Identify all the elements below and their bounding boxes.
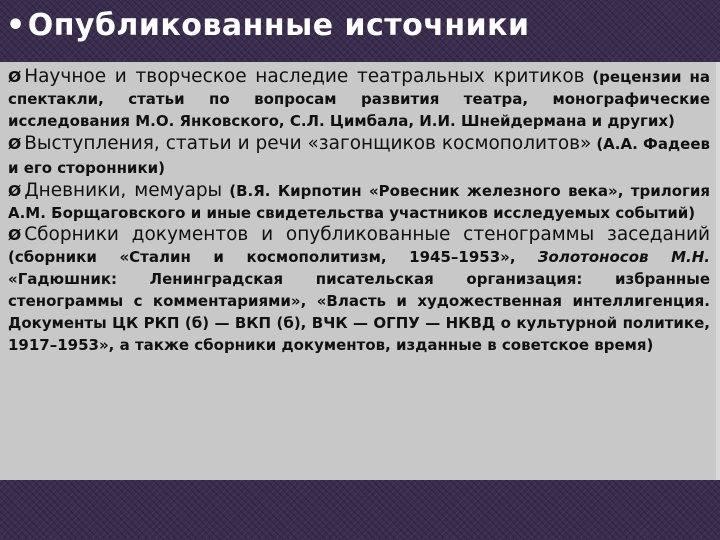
item-detail: (сборники «Сталин и космополитизм, 1945–1953»,	[8, 248, 516, 266]
arrow-bullet-icon: Ø	[8, 135, 22, 153]
item-head: Выступления, статьи и речи «загонщиков космополитов»	[24, 133, 592, 154]
title-text: Опубликованные источники	[27, 8, 530, 43]
list-item	[8, 66, 710, 132]
item-head: Сборники документов и опубликованные стенограммы заседаний	[24, 224, 710, 245]
list-item	[8, 132, 710, 180]
item-detail: (А.А. Фадеев и его сторонники)	[8, 135, 710, 177]
item-detail-author: Золотоносов М.Н.	[537, 248, 710, 266]
arrow-bullet-icon: Ø	[8, 182, 22, 200]
content-panel	[0, 62, 720, 480]
item-detail: (рецензии на спектакли, статьи по вопросам развития театра, монографические исследования М.О. Янковского, С.Л. Цимбала, И.И. Шнейдермана и других)	[8, 68, 710, 130]
item-head: Дневники, мемуары	[24, 180, 223, 201]
item-detail: «Гадюшник: Ленинградская писательская организация: избранные стенограммы с комментариями», «Власть и художественная интеллигенция. Документы ЦК РКП (б) — ВКП (б), ВЧК — ОГПУ — НКВД о культурной политике, 1917–1953», а также сборники документов, изданные в советское время)	[8, 270, 710, 354]
list-item	[8, 180, 710, 224]
title-bullet: •	[6, 8, 26, 43]
slide-title	[6, 8, 530, 43]
arrow-bullet-icon: Ø	[8, 226, 22, 244]
item-head: Научное и творческое наследие театральных критиков	[24, 66, 585, 87]
arrow-bullet-icon: Ø	[8, 68, 22, 86]
item-detail: (В.Я. Кирпотин «Ровесник железного века», трилогия А.М. Борщаговского и иные свидетельства участников исследуемых событий)	[8, 182, 710, 222]
list-item	[8, 224, 710, 356]
content-text	[8, 66, 710, 356]
